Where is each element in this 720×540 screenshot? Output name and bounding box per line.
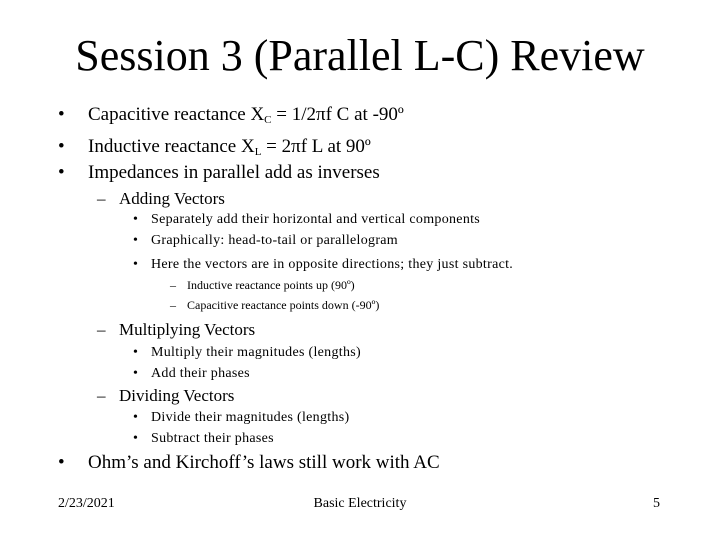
sub-bullet-marker: – xyxy=(97,189,106,208)
bullet-text: Capacitive reactance X xyxy=(88,104,265,125)
bullet-inductive-reactance xyxy=(88,136,371,158)
subscript-c: C xyxy=(264,114,272,126)
sub-bullet-adding-vectors: Adding Vectors xyxy=(119,189,225,208)
bullet-ohms-kirchoffs-laws: Ohm’s and Kirchoff’s laws still work with AC xyxy=(88,452,440,473)
bullet-impedances-parallel: Impedances in parallel add as inverses xyxy=(88,162,380,183)
subscript-l: L xyxy=(254,146,262,158)
sub-sub-bullet-subtract-phases: Subtract their phases xyxy=(151,431,274,446)
sub-sub-bullet-opposite-directions: Here the vectors are in opposite directions; they just subtract. xyxy=(151,257,514,272)
sub-sub-bullet-marker: • xyxy=(133,366,139,381)
sub-sub-bullet-marker: • xyxy=(133,345,139,360)
footer-title: Basic Electricity xyxy=(313,496,407,511)
sub-sub-bullet-graphically: Graphically: head-to-tail or parallelogram xyxy=(151,233,398,248)
bullet-marker: • xyxy=(58,162,65,183)
sub-sub-bullet-marker: • xyxy=(133,410,139,425)
sub-sub-bullet-divide-magnitudes: Divide their magnitudes (lengths) xyxy=(151,410,350,425)
level4-capacitive-down: Capacitive reactance points down (-90º) xyxy=(187,298,380,312)
bullet-text: = 2πf L at 90º xyxy=(261,136,371,157)
sub-sub-bullet-marker: • xyxy=(133,233,139,248)
bullet-marker: • xyxy=(58,136,65,157)
sub-sub-bullet-marker: • xyxy=(133,257,139,272)
sub-sub-bullet-marker: • xyxy=(133,212,139,227)
bullet-text: Inductive reactance X xyxy=(88,136,255,157)
level4-marker: – xyxy=(170,298,176,312)
bullet-marker: • xyxy=(58,452,65,473)
bullet-capacitive-reactance xyxy=(88,104,404,126)
sub-sub-bullet-marker: • xyxy=(133,431,139,446)
sub-bullet-marker: – xyxy=(97,386,106,405)
sub-sub-bullet-add-components: Separately add their horizontal and vertical components xyxy=(151,212,481,227)
sub-sub-bullet-add-phases: Add their phases xyxy=(151,366,250,381)
level4-marker: – xyxy=(170,278,176,292)
level4-inductive-up: Inductive reactance points up (90º) xyxy=(187,278,355,292)
bullet-text: = 1/2πf C at -90º xyxy=(271,104,404,125)
sub-sub-bullet-multiply-magnitudes: Multiply their magnitudes (lengths) xyxy=(151,345,361,360)
slide-title: Session 3 (Parallel L-C) Review xyxy=(75,31,645,80)
sub-bullet-multiplying-vectors: Multiplying Vectors xyxy=(119,320,256,339)
footer-date: 2/23/2021 xyxy=(58,496,115,511)
sub-bullet-marker: – xyxy=(97,320,106,339)
bullet-marker: • xyxy=(58,104,65,125)
footer-page-number: 5 xyxy=(653,496,660,511)
sub-bullet-dividing-vectors: Dividing Vectors xyxy=(119,386,235,405)
